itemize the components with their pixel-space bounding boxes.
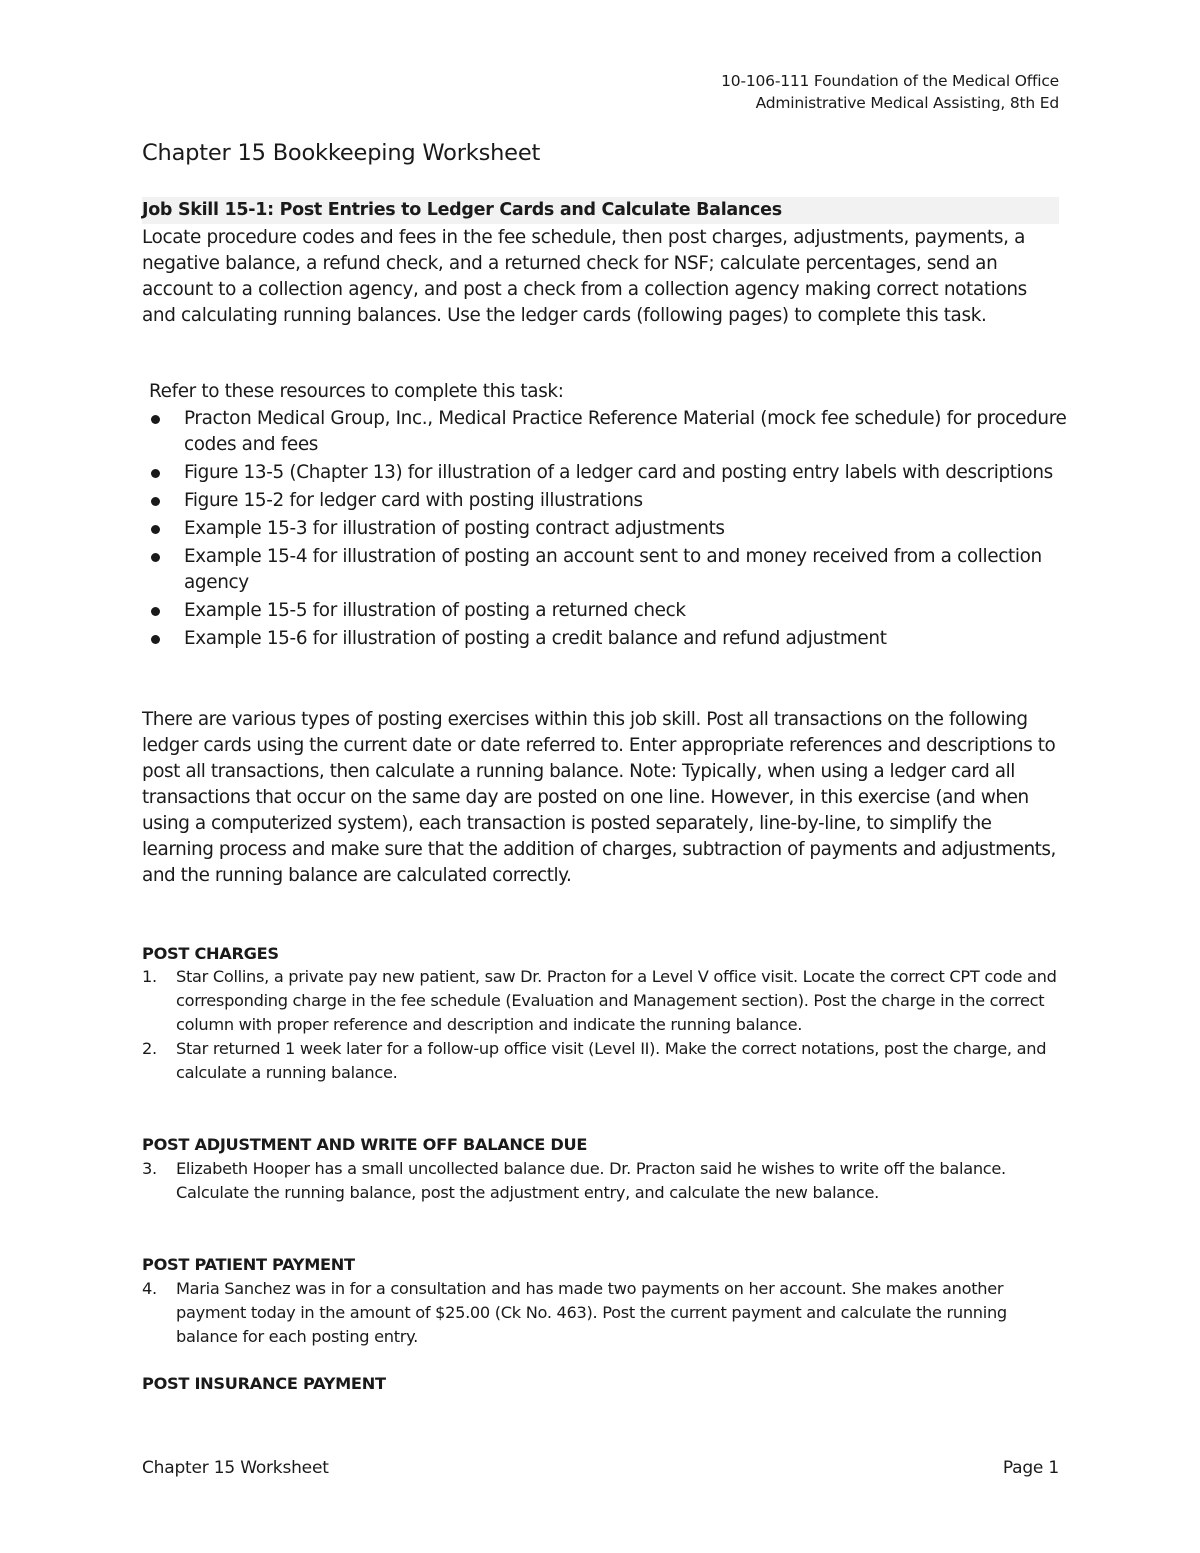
list-item xyxy=(142,488,1072,514)
page-title: Chapter 15 Bookkeeping Worksheet xyxy=(142,140,541,166)
bullet-icon xyxy=(151,497,160,506)
resource-list xyxy=(142,406,1072,654)
list-item xyxy=(142,626,1072,652)
post-charges-heading: POST CHARGES xyxy=(142,944,279,963)
list-item xyxy=(142,598,1072,624)
list-item xyxy=(142,544,1072,596)
bullet-icon xyxy=(151,525,160,534)
posting-instructions: There are various types of posting exercises within this job skill. Post all transactions on the following ledger cards using the current date or date referred to. Enter appropriate references and descriptions to post all transactions, then calculate a running balance. Note: Typically, when using a ledger card all transactions that occur on the same day are posted on one line. However, in this exercise (and when using a computerized system), each transaction is posted separately, line-by-line, to simplify the learning process and make sure that the addition of charges, subtraction of payments and adjustments, and the running balance are calculated correctly. xyxy=(142,709,1056,886)
list-item xyxy=(142,460,1072,486)
refer-line: Refer to these resources to complete this task: xyxy=(149,381,564,402)
bullet-icon xyxy=(151,469,160,478)
list-item xyxy=(142,516,1072,542)
job-skill-heading: Job Skill 15-1: Post Entries to Ledger Cards and Calculate Balances xyxy=(142,197,1059,224)
task-item xyxy=(142,1157,1062,1205)
task-number: 2. xyxy=(142,1039,157,1058)
resource-text: Figure 13-5 (Chapter 13) for illustration of a ledger card and posting entry labels with descriptions xyxy=(184,462,1053,483)
bullet-icon xyxy=(151,415,160,424)
resource-text: Example 15-5 for illustration of posting a returned check xyxy=(184,600,686,621)
post-adjustment-list xyxy=(142,1157,1062,1205)
running-header xyxy=(721,70,1059,114)
task-number: 1. xyxy=(142,967,157,986)
task-text: Elizabeth Hooper has a small uncollected balance due. Dr. Practon said he wishes to write off the balance. Calculate the running balance, post the adjustment entry, and calculate the new balance. xyxy=(176,1159,1006,1202)
post-insurance-payment-heading: POST INSURANCE PAYMENT xyxy=(142,1374,386,1393)
task-item xyxy=(142,1277,1062,1349)
task-item xyxy=(142,1037,1062,1085)
resource-text: Example 15-6 for illustration of posting a credit balance and refund adjustment xyxy=(184,628,887,649)
resource-text: Example 15-4 for illustration of posting an account sent to and money received from a collection agency xyxy=(184,546,1042,593)
bullet-icon xyxy=(151,553,160,562)
resource-text: Example 15-3 for illustration of posting contract adjustments xyxy=(184,518,725,539)
post-charges-list xyxy=(142,965,1062,1085)
resource-text: Figure 15-2 for ledger card with posting illustrations xyxy=(184,490,643,511)
task-number: 4. xyxy=(142,1279,157,1298)
post-patient-payment-heading: POST PATIENT PAYMENT xyxy=(142,1255,355,1274)
task-text: Star Collins, a private pay new patient, saw Dr. Practon for a Level V office visit. Locate the correct CPT code and corresponding charge in the fee schedule (Evaluation and Management section). Post the charge in the correct column with proper reference and description and indicate the running balance. xyxy=(176,967,1057,1034)
footer-chapter: Chapter 15 Worksheet xyxy=(142,1458,329,1478)
book-line: Administrative Medical Assisting, 8th Ed xyxy=(755,94,1059,112)
task-number: 3. xyxy=(142,1159,157,1178)
task-text: Star returned 1 week later for a follow-up office visit (Level II). Make the correct notations, post the charge, and calculate a running balance. xyxy=(176,1039,1047,1082)
page-number: Page 1 xyxy=(1002,1458,1059,1478)
resource-text: Practon Medical Group, Inc., Medical Practice Reference Material (mock fee schedule) for procedure codes and fees xyxy=(184,408,1067,455)
task-item xyxy=(142,965,1062,1037)
post-patient-payment-list xyxy=(142,1277,1062,1349)
bullet-icon xyxy=(151,607,160,616)
list-item xyxy=(142,406,1072,458)
job-skill-intro: Locate procedure codes and fees in the fee schedule, then post charges, adjustments, payments, a negative balance, a refund check, and a returned check for NSF; calculate percentages, send an account to a collection agency, and post a check from a collection agency making correct notations and calculating running balances. Use the ledger cards (following pages) to complete this task. xyxy=(142,227,1027,326)
post-adjustment-heading: POST ADJUSTMENT AND WRITE OFF BALANCE DUE xyxy=(142,1135,588,1154)
bullet-icon xyxy=(151,635,160,644)
task-text: Maria Sanchez was in for a consultation and has made two payments on her account. She makes another payment today in the amount of $25.00 (Ck No. 463). Post the current payment and calculate the running balance for each posting entry. xyxy=(176,1279,1007,1346)
course-line: 10-106-111 Foundation of the Medical Office xyxy=(721,72,1059,90)
